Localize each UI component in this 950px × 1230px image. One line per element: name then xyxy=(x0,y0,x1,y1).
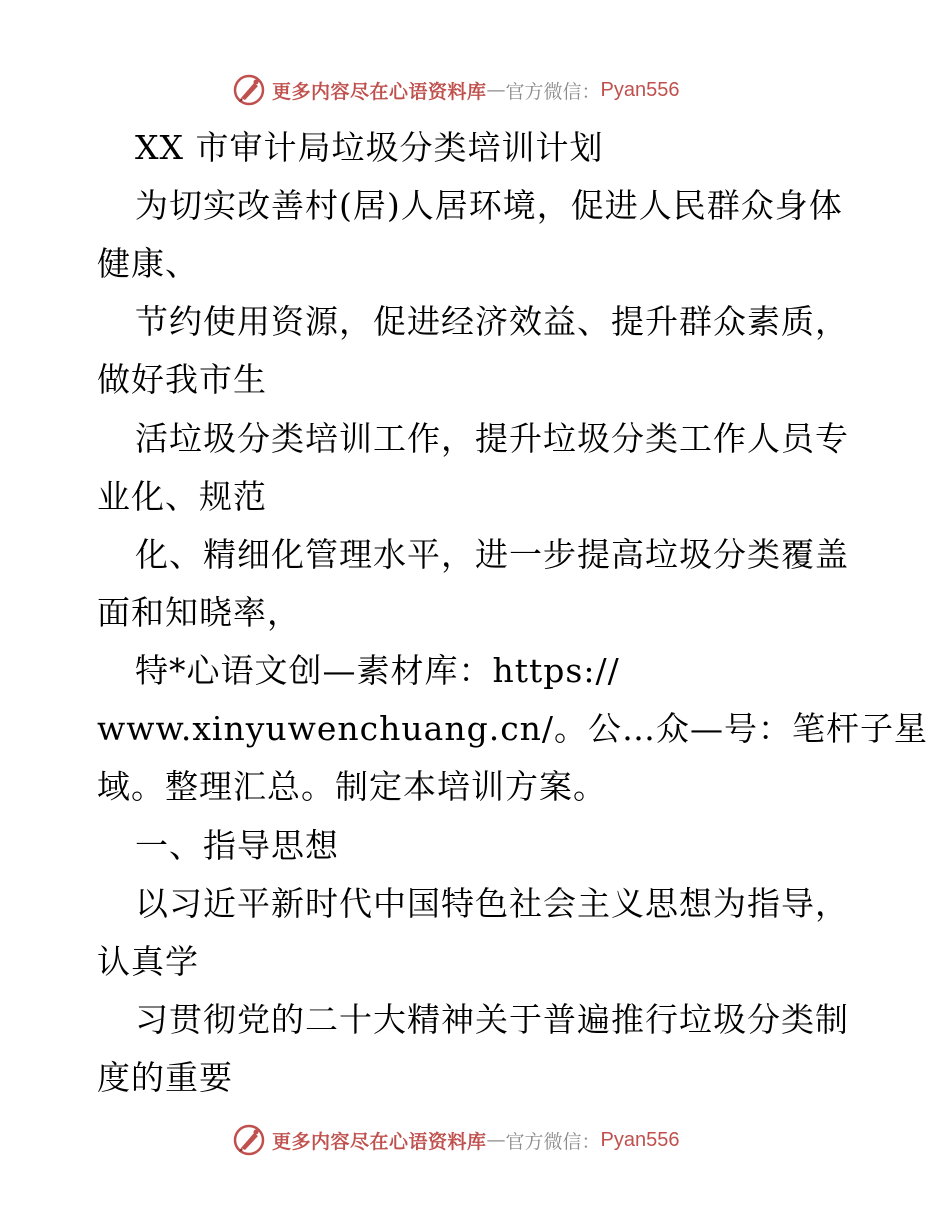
paragraph-line: 健康、 xyxy=(97,244,199,283)
brand-text: 更多内容尽在心语资料库 xyxy=(272,80,487,103)
paragraph-line: 活垃圾分类培训工作，提升垃圾分类工作人员专 xyxy=(135,419,849,458)
paragraph-line: 特*心语文创—素材库：https:// xyxy=(135,651,620,690)
paragraph-line: 为切实改善村(居)人居环境，促进人民群众身体 xyxy=(135,186,843,225)
header-banner xyxy=(232,72,680,108)
paragraph-line: 面和知晓率， xyxy=(97,593,301,632)
paragraph-line: 以习近平新时代中国特色社会主义思想为指导， xyxy=(135,884,849,923)
section-heading: 一、指导思想 xyxy=(135,826,339,865)
footer-banner xyxy=(232,1122,680,1158)
paragraph-line: 化、精细化管理水平，进一步提高垃圾分类覆盖 xyxy=(135,535,849,574)
banner-separator: — xyxy=(486,1129,506,1151)
wechat-id: Pyan556 xyxy=(600,1128,680,1151)
brand-text: 更多内容尽在心语资料库 xyxy=(272,1130,487,1153)
document-title: XX 市审计局垃圾分类培训计划 xyxy=(135,128,604,167)
paragraph-line: 认真学 xyxy=(97,942,199,981)
paragraph-line: www.xinyuwenchuang.cn/。公…众—号：笔杆子星 xyxy=(97,709,929,748)
pen-logo-icon xyxy=(232,73,266,107)
pen-logo-icon xyxy=(232,1123,266,1157)
banner-separator: — xyxy=(486,79,506,101)
paragraph-line: 做好我市生 xyxy=(97,360,267,399)
paragraph-line: 度的重要 xyxy=(97,1058,233,1097)
paragraph-line: 节约使用资源，促进经济效益、提升群众素质， xyxy=(135,302,849,341)
paragraph-line: 习贯彻党的二十大精神关于普遍推行垃圾分类制 xyxy=(135,1000,849,1039)
paragraph-line: 业化、规范 xyxy=(97,477,267,516)
wechat-id: Pyan556 xyxy=(600,78,680,101)
wechat-label: 官方微信： xyxy=(505,80,601,103)
wechat-label: 官方微信： xyxy=(505,1130,601,1153)
paragraph-line: 域。整理汇总。制定本培训方案。 xyxy=(97,767,607,806)
